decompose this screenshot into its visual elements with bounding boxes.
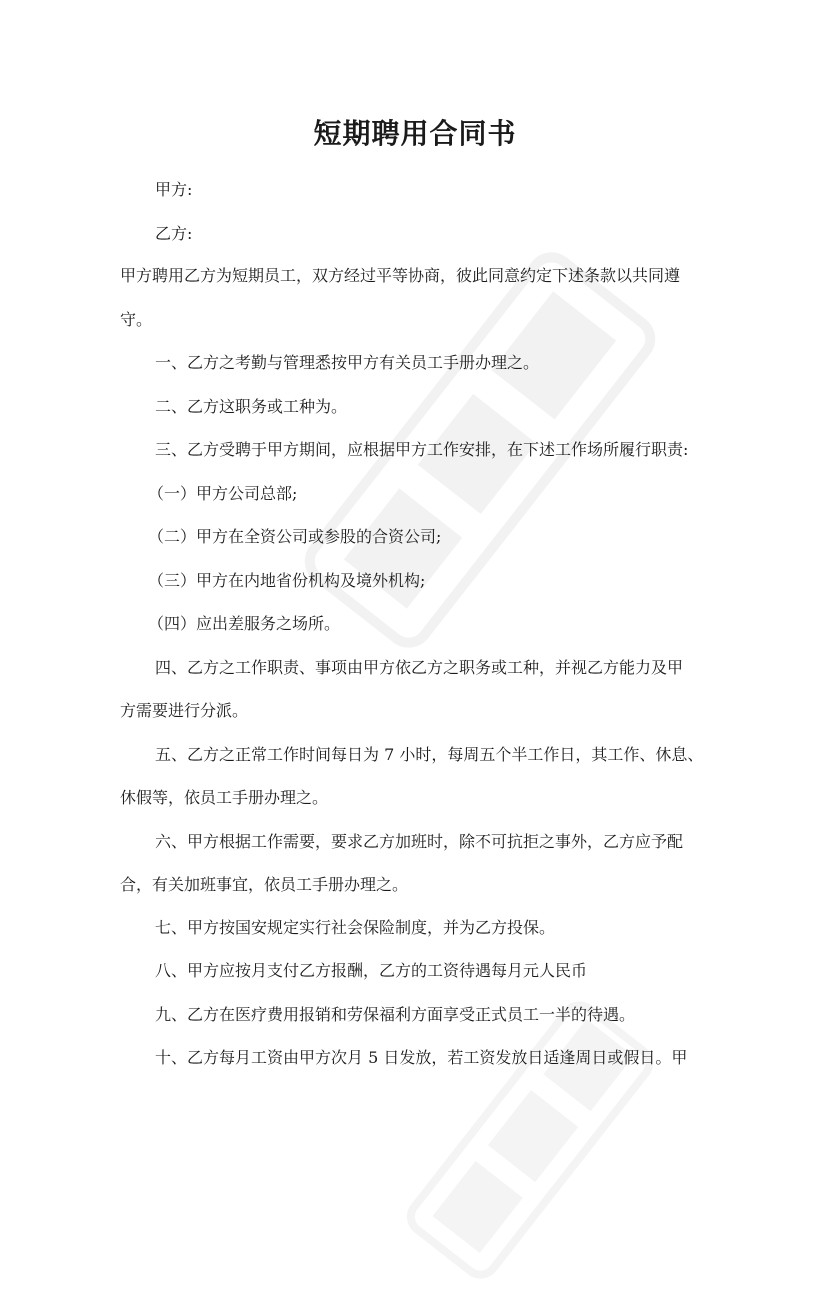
- party-b-label: 乙方:: [155, 224, 193, 243]
- clause-7: 七、甲方按国安规定实行社会保险制度，并为乙方投保。: [155, 918, 556, 937]
- clause-4: 四、乙方之工作职责、事项由甲方依乙方之职务或工种，并视乙方能力及甲: [155, 658, 684, 677]
- document-title: 短期聘用合同书: [313, 117, 517, 150]
- clause-6: 六、甲方根据工作需要，要求乙方加班时，除不可抗拒之事外，乙方应予配: [155, 832, 684, 851]
- clause-4-continued: 方需要进行分派。: [120, 701, 249, 720]
- sub-item-4: （四）应出差服务之场所。: [148, 614, 341, 633]
- clause-8: 八、甲方应按月支付乙方报酬，乙方的工资待遇每月元人民币: [155, 961, 588, 980]
- clause-10: 十、乙方每月工资由甲方次月 5 日发放，若工资发放日适逢周日或假日。甲: [155, 1048, 688, 1067]
- party-a-label: 甲方:: [155, 180, 193, 199]
- clause-9: 九、乙方在医疗费用报销和劳保福利方面享受正式员工一半的待遇。: [155, 1005, 636, 1024]
- clause-5-continued: 休假等，依员工手册办理之。: [120, 788, 329, 807]
- intro-paragraph-line: 甲方聘用乙方为短期员工，双方经过平等协商，彼此同意约定下述条款以共同遵: [120, 266, 681, 285]
- sub-item-2: （二）甲方在全资公司或参股的合资公司;: [148, 527, 442, 546]
- sub-item-1: （一）甲方公司总部;: [148, 484, 298, 503]
- clause-2: 二、乙方这职务或工种为。: [155, 397, 348, 416]
- sub-item-3: （三）甲方在内地省份机构及境外机构;: [148, 571, 426, 590]
- clause-5: 五、乙方之正常工作时间每日为 7 小时，每周五个半工作日，其工作、休息、: [155, 745, 704, 764]
- clause-3: 三、乙方受聘于甲方期间，应根据甲方工作安排，在下述工作场所履行职责:: [155, 440, 689, 459]
- clause-1: 一、乙方之考勤与管理悉按甲方有关员工手册办理之。: [155, 353, 540, 372]
- clause-6-continued: 合，有关加班事宜，依员工手册办理之。: [120, 875, 409, 894]
- intro-paragraph-line: 守。: [120, 310, 153, 329]
- watermark-logo-icon: [390, 985, 669, 1295]
